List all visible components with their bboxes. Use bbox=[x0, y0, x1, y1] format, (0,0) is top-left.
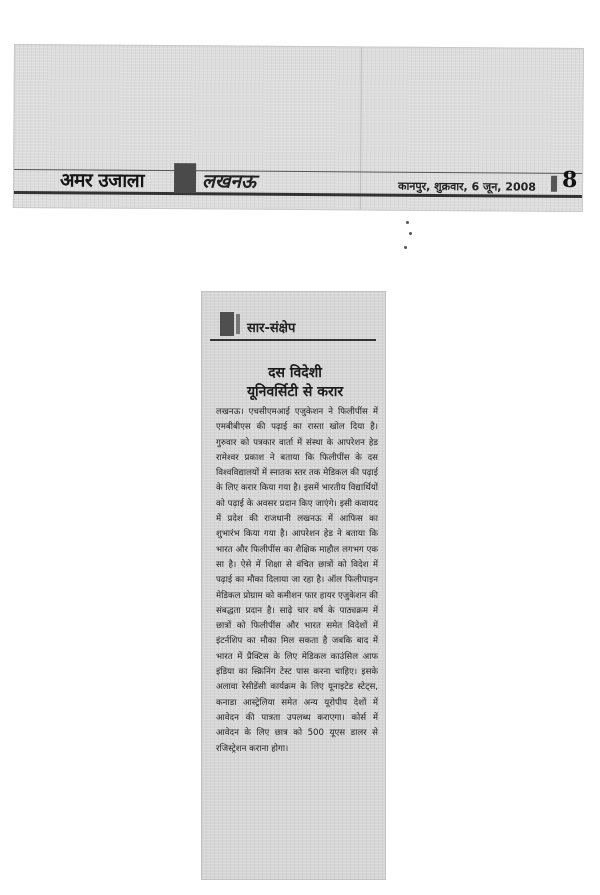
paper-speck bbox=[404, 246, 407, 249]
headline-line-2: यूनिवर्सिटी से करार bbox=[246, 384, 344, 400]
paper-speck bbox=[406, 221, 409, 224]
section-marker-stripe bbox=[236, 314, 240, 334]
paper-seam bbox=[360, 47, 362, 209]
edition-city: लखनऊ bbox=[201, 170, 257, 193]
article-headline bbox=[220, 364, 370, 402]
article-clipping bbox=[201, 291, 386, 880]
newspaper-name: अमर उजाला bbox=[59, 169, 145, 192]
dateline: कानपुर, शुक्रवार, 6 जून, 2008 bbox=[397, 179, 536, 194]
article-body: लखनऊ। एचसीएमआई एजुकेशन ने फिलीपींस में एमबीबीएस की पढ़ाई का रास्ता खोल दिया है। गुरुवार को पत्रकार वार्ता में संस्था के आपरेशन हेड रामेश्वर प्रकाश ने बताया कि फिलीपींस के दस विश्वविद्यालयों में स्नातक स्तर तक मेडिकल की पढ़ाई के लिए करार किया गया है। इसमें भारतीय विद्यार्थियों को पढ़ाई के अवसर प्रदान किए जाएंगे। इसी कवायद में प्रदेश की राजधानी लखनऊ में आफिस का शुभारंभ किया गया है। आपरेशन हेड ने बताया कि भारत और फिलीपींस का शैक्षिक माहौल लगभग एक सा है। ऐसे में शिक्षा से वंचित छात्रों को विदेश में पढ़ाई का मौका दिलाया जा रहा है। ऑल फिलीपाइन मेडिकल प्रोग्राम को कमीशन फार हायर एजुकेशन की संबद्धता प्रदान है। साढ़े चार वर्ष के पाठ्यक्रम में छात्रों को फिलीपींस और भारत समेत विदेशों में इंटर्नशिप का मौका मिल सकता है जबकि बाद में भारत में प्रैक्टिस के लिए मेडिकल काउंसिल आफ इंडिया का स्क्रिनिंग टेस्ट पास करना चाहिए। इसके अलावा रेसीडेंसी कार्यक्रम के लिए यूनाइटेड स्टेट्स, कनाडा आस्ट्रेलिया समेत अन्य यूरोपीय देशों में आवेदन की पात्रता उपलब्ध कराएगा। कोर्स में आवेदन के लिए छात्र को 500 यूएस डालर से रजिस्ट्रेशन कराना होगा। bbox=[216, 407, 378, 754]
section-marker-block bbox=[220, 312, 234, 336]
section-title: सार-संक्षेप bbox=[247, 321, 296, 336]
masthead-clipping bbox=[13, 44, 584, 212]
page-number-marker bbox=[551, 176, 557, 192]
masthead-divider-block bbox=[174, 163, 196, 193]
paper-speck bbox=[409, 232, 412, 235]
headline-line-1: दस विदेशी bbox=[268, 365, 322, 381]
page-number: 8 bbox=[561, 166, 578, 193]
